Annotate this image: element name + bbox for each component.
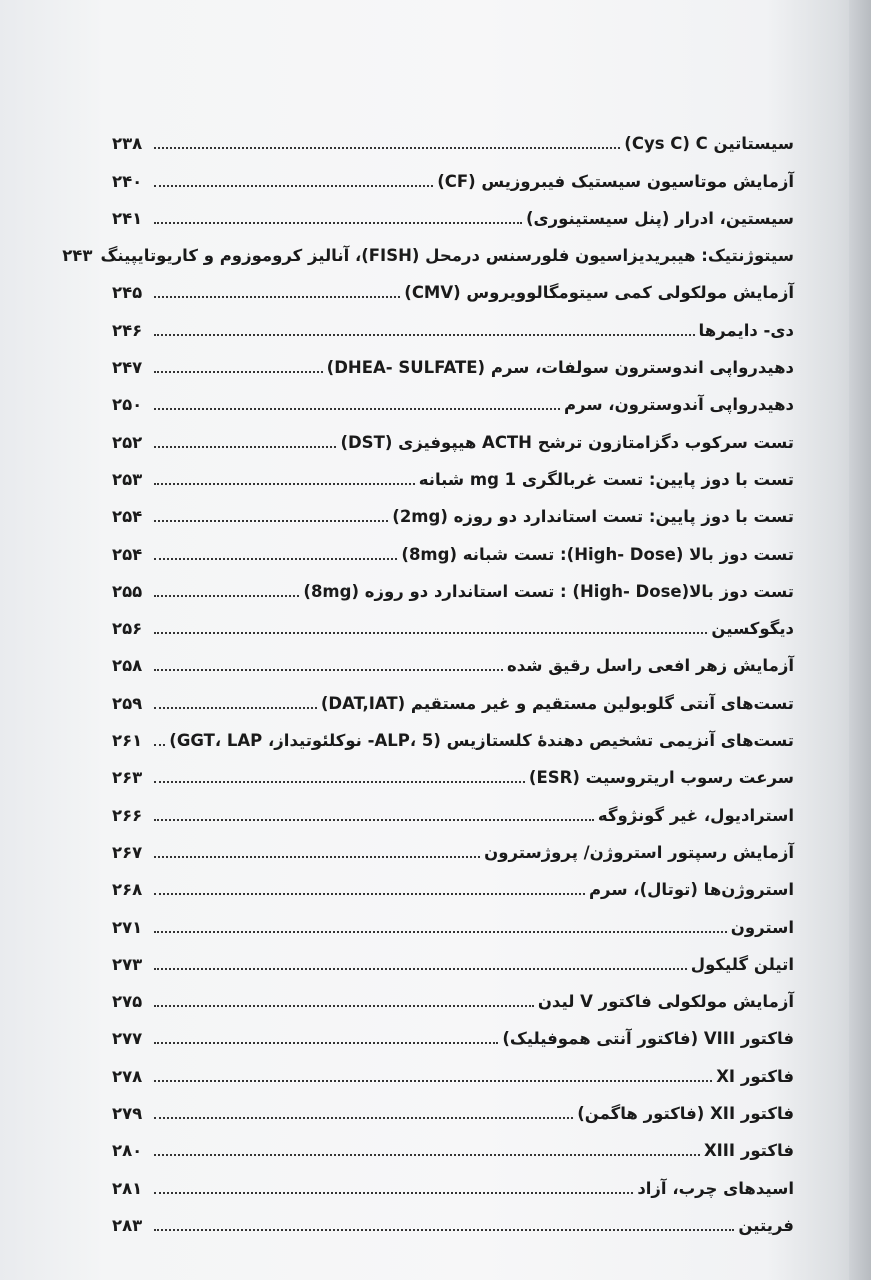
toc-entry: [112, 901, 794, 938]
toc-dot-leader: [154, 781, 525, 783]
toc-entry: [112, 864, 794, 901]
toc-entry: [112, 193, 794, 230]
toc-entry: [112, 677, 794, 714]
toc-entry-page-number: ۲۷۷: [112, 1029, 143, 1049]
toc-entry-title: سیتوژنتیک: هیبریدیزاسیون فلورسنس درمحل (FISH)، آنالیز کروموزوم و کاریوتایپینگ: [100, 246, 794, 266]
toc-dot-leader: [154, 632, 707, 634]
toc-entry: [112, 118, 794, 155]
toc-entry-title: سیستاتین Cys C) C): [624, 134, 794, 154]
toc-dot-leader: [154, 1042, 498, 1044]
book-page-edge: [849, 0, 871, 1280]
toc-dot-leader: [154, 931, 727, 933]
toc-entry-page-number: ۲۷۸: [112, 1066, 143, 1086]
toc-entry: [112, 827, 794, 864]
toc-entry: [112, 454, 794, 491]
toc-entry-page-number: ۲۷۵: [112, 992, 143, 1012]
toc-dot-leader: [154, 669, 503, 671]
toc-entry-page-number: ۲۵۶: [112, 619, 143, 639]
toc-entry: [112, 976, 794, 1013]
toc-entry-page-number: ۲۵۴: [112, 544, 143, 564]
toc-entry-page-number: ۲۸۱: [112, 1178, 143, 1198]
toc-entry-page-number: ۲۶۱: [112, 731, 143, 751]
toc-entry-page-number: ۲۵۸: [112, 656, 143, 676]
toc-entry-page-number: ۲۵۴: [112, 507, 143, 527]
toc-entry-title: آزمایش زهر افعی راسل رقیق شده: [507, 656, 794, 676]
toc-entry: [112, 304, 794, 341]
toc-entry: [112, 267, 794, 304]
toc-dot-leader: [154, 1117, 573, 1119]
toc-dot-leader: [154, 371, 323, 373]
toc-entry-page-number: ۲۶۳: [112, 768, 143, 788]
toc-entry-page-number: ۲۵۰: [112, 395, 143, 415]
toc-entry-title: فاکتور VIII (فاکتور آنتی هموفیلیک): [502, 1029, 794, 1049]
toc-dot-leader: [154, 1229, 734, 1231]
toc-entry: [112, 1088, 794, 1125]
toc-dot-leader: [154, 334, 695, 336]
toc-dot-leader: [154, 893, 585, 895]
toc-entry-page-number: ۲۸۳: [112, 1215, 143, 1235]
toc-entry: [112, 1200, 794, 1237]
toc-entry-page-number: ۲۷۹: [112, 1104, 143, 1124]
toc-entry-page-number: ۲۴۶: [112, 320, 143, 340]
toc-dot-leader: [154, 1192, 633, 1194]
toc-entry: [112, 528, 794, 565]
toc-dot-leader: [154, 1080, 712, 1082]
toc-entry-title: استرون: [730, 917, 794, 937]
toc-entry-page-number: ۲۵۵: [112, 581, 143, 601]
toc-entry: [62, 230, 794, 267]
toc-entry-title: تست‌های آنتی گلوبولین مستقیم و غیر مستقیم (DAT,IAT): [320, 693, 794, 713]
toc-entry-page-number: ۲۴۱: [112, 208, 143, 228]
toc-entry-page-number: ۲۵۳: [112, 469, 143, 489]
toc-dot-leader: [154, 1154, 700, 1156]
toc-entry: [112, 379, 794, 416]
toc-dot-leader: [154, 1005, 534, 1007]
toc-dot-leader: [154, 185, 433, 187]
toc-entry: [112, 342, 794, 379]
toc-entry-title: استروژن‌ها (توتال)، سرم: [588, 880, 794, 900]
toc-entry-title: دهیدرواپی اندوسترون سولفات، سرم (DHEA- SULFATE): [326, 358, 794, 378]
toc-entry: [112, 939, 794, 976]
toc-entry-page-number: ۲۶۸: [112, 880, 143, 900]
toc-entry-title: تست سرکوب دگزامتازون ترشح ACTH هیپوفیزی (DST): [340, 432, 794, 452]
toc-entry-page-number: ۲۴۵: [112, 283, 143, 303]
toc-entry-title: آزمایش مولکولی کمی سیتومگالوویروس (CMV): [404, 283, 794, 303]
toc-entry-page-number: ۲۷۳: [112, 954, 143, 974]
toc-entry-title: دهیدرواپی آندوسترون، سرم: [563, 395, 794, 415]
toc-dot-leader: [154, 968, 687, 970]
toc-entry-page-number: ۲۵۹: [112, 693, 143, 713]
toc-dot-leader: [154, 222, 522, 224]
toc-entry-title: اسیدهای چرب، آزاد: [637, 1178, 794, 1198]
toc-entry-title: آزمایش رسپتور استروژن/ پروژسترون: [484, 842, 794, 862]
toc-entry-page-number: ۲۶۷: [112, 842, 143, 862]
toc-entry-page-number: ۲۷۱: [112, 917, 143, 937]
toc-entry: [112, 1013, 794, 1050]
toc-entry-title: سیستین، ادرار (پنل سیستینوری): [525, 208, 794, 228]
toc-entry-title: فاکتور XIII: [703, 1141, 794, 1161]
toc-entry: [112, 603, 794, 640]
toc-dot-leader: [154, 147, 620, 149]
toc-dot-leader: [154, 408, 560, 410]
toc-entry-page-number: ۲۳۸: [112, 134, 143, 154]
toc-entry: [112, 640, 794, 677]
toc-entry-title: تست با دوز پایین: تست استاندارد دو روزه (2mg): [392, 507, 794, 527]
toc-entry: [112, 566, 794, 603]
toc-entry-page-number: ۲۴۳: [62, 246, 93, 266]
toc-entry-title: فاکتور XI: [716, 1066, 794, 1086]
toc-dot-leader: [154, 595, 299, 597]
toc-entry-page-number: ۲۸۰: [112, 1141, 143, 1161]
toc-entry-title: اتیلن گلیکول: [690, 954, 794, 974]
toc-dot-leader: [154, 707, 317, 709]
toc-entry: [112, 1162, 794, 1199]
toc-dot-leader: [154, 483, 415, 485]
toc-dot-leader: [154, 744, 165, 746]
toc-entry: [112, 491, 794, 528]
toc-entry-title: تست دوز بالا (High- Dose): تست شبانه (8mg): [401, 544, 794, 564]
toc-dot-leader: [154, 558, 397, 560]
toc-entry-title: استرادیول، غیر گونژوگه: [597, 805, 794, 825]
toc-entry-title: دیگوکسین: [711, 619, 794, 639]
toc-dot-leader: [154, 520, 388, 522]
toc-entry-title: دی- دایمرها: [698, 320, 794, 340]
toc-entry-title: فریتین: [738, 1215, 794, 1235]
toc-entry: [112, 155, 794, 192]
toc-entry-page-number: ۲۴۰: [112, 171, 143, 191]
toc-entry-title: سرعت رسوب اریتروسیت (ESR): [528, 768, 794, 788]
toc-entry-page-number: ۲۴۷: [112, 358, 143, 378]
toc-entry: [112, 416, 794, 453]
table-of-contents: [62, 118, 794, 1237]
toc-dot-leader: [154, 819, 594, 821]
toc-entry-title: فاکتور XII (فاکتور هاگمن): [577, 1104, 794, 1124]
toc-entry: [112, 789, 794, 826]
toc-entry: [112, 715, 794, 752]
toc-dot-leader: [154, 856, 480, 858]
toc-entry-title: آزمایش موتاسیون سیستیک فیبروزیس (CF): [437, 171, 794, 191]
toc-entry: [112, 1125, 794, 1162]
toc-entry-page-number: ۲۶۶: [112, 805, 143, 825]
toc-entry: [112, 1050, 794, 1087]
toc-entry-page-number: ۲۵۲: [112, 432, 143, 452]
toc-entry: [112, 752, 794, 789]
toc-dot-leader: [154, 296, 400, 298]
toc-entry-title: آزمایش مولکولی فاکتور V لیدن: [537, 992, 794, 1012]
toc-entry-title: تست با دوز پایین: تست غربالگری 1 mg شبانه: [418, 469, 794, 489]
toc-entry-title: تست‌های آنزیمی تشخیص دهندهٔ کلستازیس (ALP، 5- نوکلئوتیداز، GGT، LAP): [169, 731, 794, 751]
toc-dot-leader: [154, 446, 336, 448]
toc-entry-title: تست دوز بالا(High- Dose) : تست استاندارد دو روزه (8mg): [303, 581, 794, 601]
